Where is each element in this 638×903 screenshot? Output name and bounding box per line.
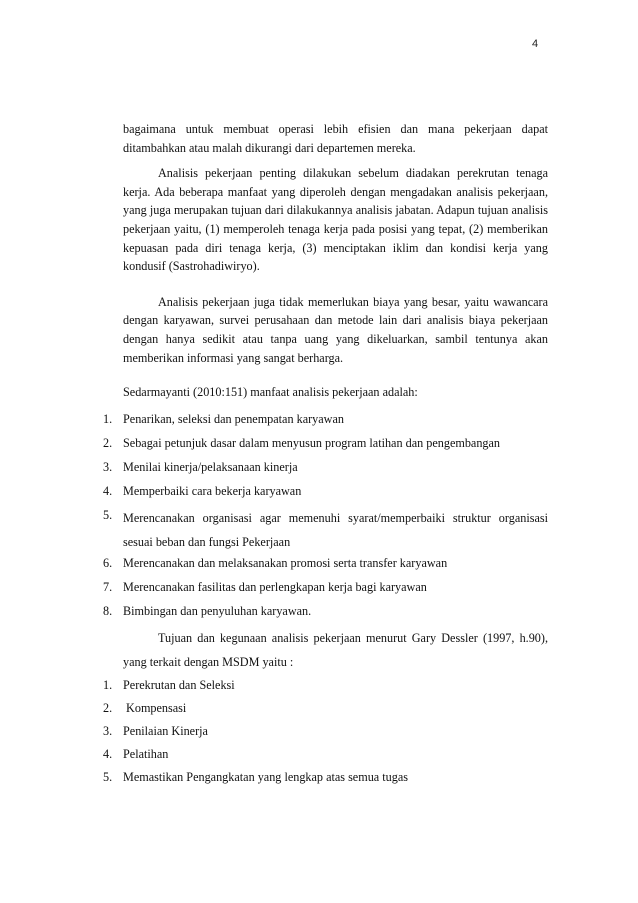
- list-text: Bimbingan dan penyuluhan karyawan.: [123, 603, 312, 618]
- list-number: 6.: [103, 555, 113, 570]
- list-item: [103, 745, 548, 768]
- list-item: [103, 768, 548, 791]
- list2-intro: Tujuan dan kegunaan analisis pekerjaan menurut Gary Dessler (1997, h.90), yang terkait dengan MSDM yaitu :: [123, 630, 548, 669]
- list-number: 3.: [103, 459, 113, 474]
- page-number: 4: [532, 38, 539, 50]
- list-item: [103, 482, 548, 506]
- list-item: [103, 699, 548, 722]
- paragraph-2: Analisis pekerjaan penting dilakukan sebelum diadakan perekrutan tenaga kerja. Ada beberapa manfaat yang diperoleh dengan mengadakan analisis pekerjaan, yang juga merupakan tujuan dari dilakukannya analisis jabatan. Adapun tujuan analisis pekerjaan yaitu, (1) memperoleh tenaga kerja pada posisi yang tepat, (2) memberikan kepuasan pada diri tenaga kerja, (3) menciptakan iklim dan kondisi kerja yang kondusif (Sastrohadiwiryo).: [123, 166, 548, 274]
- list-item: [103, 410, 548, 434]
- list-item: [103, 506, 548, 554]
- list-item: [103, 602, 548, 626]
- list-item: [103, 554, 548, 578]
- list-text: Memperbaiki cara bekerja karyawan: [123, 483, 302, 498]
- list1-intro: Sedarmayanti (2010:151) manfaat analisis pekerjaan adalah:: [123, 385, 418, 400]
- list-number: 3.: [103, 723, 113, 738]
- list-text: Perekrutan dan Seleksi: [123, 677, 235, 692]
- list-item: [103, 458, 548, 482]
- list-item: [103, 722, 548, 745]
- list-number: 4.: [103, 746, 113, 761]
- list-number: 2.: [103, 700, 113, 715]
- paragraph-1: bagaimana untuk membuat operasi lebih efisien dan mana pekerjaan dapat ditambahkan atau malah dikurangi dari departemen mereka.: [123, 122, 548, 155]
- document-body: [103, 120, 548, 791]
- list-text: Merencanakan dan melaksanakan promosi serta transfer karyawan: [123, 555, 448, 570]
- list-number: 5.: [103, 769, 113, 784]
- list-text: Merencanakan organisasi agar memenuhi syarat/memperbaiki struktur organisasi sesuai beban dan fungsi Pekerjaan: [123, 510, 548, 549]
- list-text: Sebagai petunjuk dasar dalam menyusun program latihan dan pengembangan: [123, 435, 501, 450]
- list-number: 4.: [103, 483, 113, 498]
- list-number: 2.: [103, 435, 113, 450]
- objectives-list: [103, 676, 548, 791]
- list-text: Pelatihan: [123, 746, 169, 761]
- list-item: [103, 434, 548, 458]
- list-number: 5.: [103, 507, 113, 522]
- list-text: Menilai kinerja/pelaksanaan kinerja: [123, 459, 298, 474]
- list-number: 1.: [103, 411, 113, 426]
- benefits-list: [103, 410, 548, 626]
- list-number: 8.: [103, 603, 113, 618]
- list-number: 1.: [103, 677, 113, 692]
- list-number: 7.: [103, 579, 113, 594]
- list-text: Penarikan, seleksi dan penempatan karyawan: [123, 411, 344, 426]
- paragraph-3: Analisis pekerjaan juga tidak memerlukan biaya yang besar, yaitu wawancara dengan karyawan, survei perusahaan dan metode lain dari analisis biaya pekerjaan dengan hanya sedikit atau tanpa uang yang dikeluarkan, sambil tentunya akan memberikan informasi yang sangat berharga.: [123, 294, 548, 365]
- list-text: Kompensasi: [123, 700, 187, 715]
- list-item: [103, 676, 548, 699]
- list-text: Merencanakan fasilitas dan perlengkapan kerja bagi karyawan: [123, 579, 427, 594]
- list-item: [103, 578, 548, 602]
- list-text: Penilaian Kinerja: [123, 723, 208, 738]
- list-text: Memastikan Pengangkatan yang lengkap atas semua tugas: [123, 769, 408, 784]
